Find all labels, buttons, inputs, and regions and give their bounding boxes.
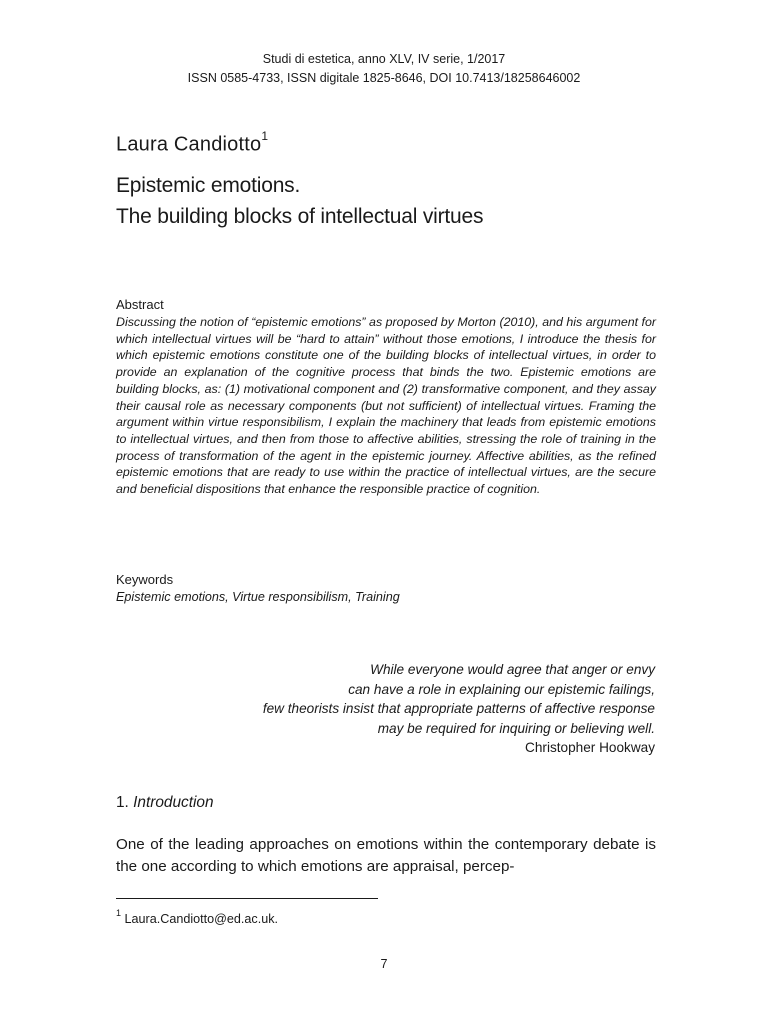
abstract-text: Discussing the notion of “epistemic emotions” as proposed by Morton (2010), and his argument for which intellectual virtues will be “hard to attain” without those emotions, I introduce the thesis for which epistemic emotions constitute one of the building blocks of intellectual virtues, in order to provide an explanation of the cognitive process that binds the two. Epistemic emotions are building blocks, as: (1) motivational component and (2) transformative component, and they assay their causal role as necessary components (but not sufficient) of intellectual virtues. Framing the argument within virtue responsibilism, I explain the machinery that leads from epistemic emotions to intellectual virtues, and then from those to affective abilities, stressing the role of training in the process of transformation of the agent in the epistemic journey. Affective abilities, as the refined epistemic emotions that are ready to use within the practice of intellectual virtues, are the secure and beneficial dispositions that enhance the responsible practice of cognition.	[116, 315, 656, 497]
epigraph-line: few theorists insist that appropriate patterns of affective response	[262, 701, 655, 716]
journal-citation: Studi di estetica, anno XLV, IV serie, 1/2017	[262, 52, 506, 66]
abstract-label: Abstract	[116, 297, 164, 312]
epigraph-line: may be required for inquiring or believing well.	[377, 720, 655, 736]
epigraph	[135, 660, 655, 758]
epigraph-line: can have a role in explaining our epistemic failings,	[348, 681, 655, 697]
keywords-text: Epistemic emotions, Virtue responsibilism, Training	[116, 590, 400, 604]
author-name-text: Laura Candiotto	[116, 133, 262, 156]
footnote-email-link[interactable]: Laura.Candiotto@ed.ac.uk.	[124, 912, 279, 927]
epigraph-author: Christopher Hookway	[525, 740, 655, 755]
body-paragraph: One of the leading approaches on emotions within the contemporary debate is the one according to which emotions are appraisal, percep-	[116, 836, 656, 875]
footnote-divider	[116, 898, 378, 899]
author-footnote-mark[interactable]: 1	[261, 129, 269, 143]
issn-doi-line: ISSN 0585-4733, ISSN digitale 1825-8646, DOI 10.7413/18258646002	[187, 71, 581, 85]
footnote	[116, 910, 278, 926]
author-name	[116, 129, 269, 157]
section-heading	[116, 794, 214, 812]
paper-title-line-2: The building blocks of intellectual virtues	[116, 205, 484, 228]
epigraph-line: While everyone would agree that anger or envy	[370, 662, 655, 677]
section-title: Introduction	[133, 794, 214, 811]
page-number: 7	[380, 957, 388, 971]
keywords-label: Keywords	[116, 572, 174, 587]
section-number: 1.	[116, 794, 129, 811]
paper-title-line-1: Epistemic emotions.	[116, 174, 301, 197]
footnote-mark: 1	[116, 908, 122, 918]
